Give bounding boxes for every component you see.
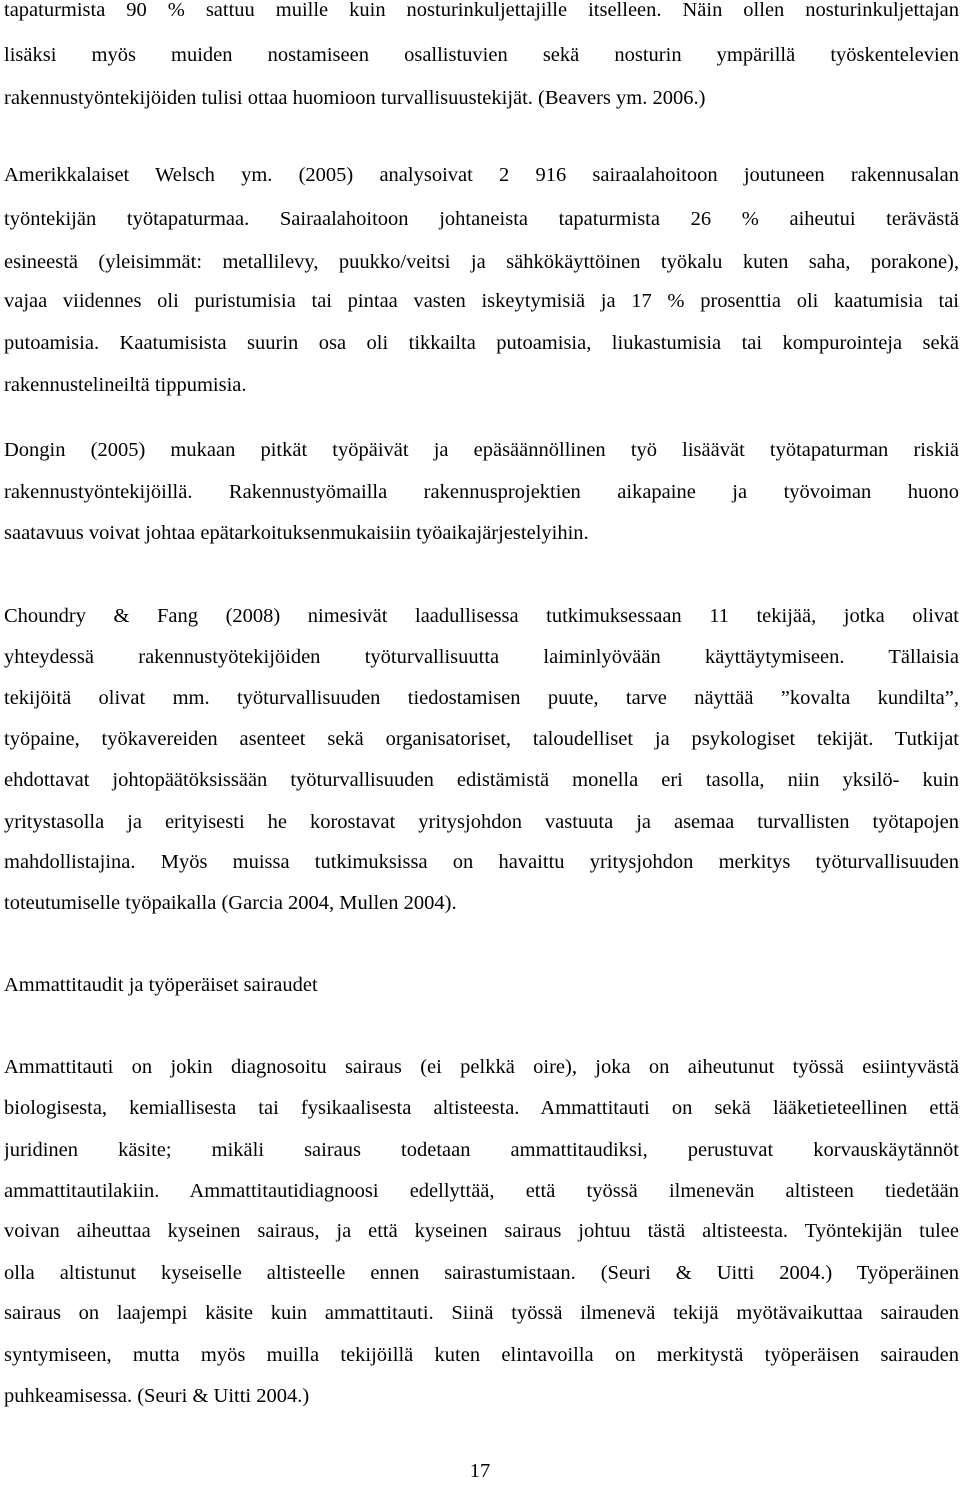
text-line: syntymiseen, mutta myös muilla tekijöillä kuten elintavoilla on merkitystä työperäisen sairauden — [4, 1344, 959, 1366]
text-line: tapaturmista 90 % sattuu muille kuin nosturinkuljettajille itselleen. Näin ollen nosturinkuljettajan — [4, 0, 959, 21]
text-line: vajaa viidennes oli puristumisia tai pintaa vasten iskeytymisiä ja 17 % prosenttia oli kaatumisia tai — [4, 290, 959, 312]
text-line: lisäksi myös muiden nostamiseen osallistuvien sekä nosturin ympärillä työskentelevien — [4, 44, 959, 66]
text-line: ehdottavat johtopäätöksissään työturvallisuuden edistämistä monella eri tasolla, niin yksilö- kuin — [4, 769, 959, 791]
text-line: Amerikkalaiset Welsch ym. (2005) analysoivat 2 916 sairaalahoitoon joutuneen rakennusalan — [4, 164, 959, 186]
text-line: esineestä (yleisimmät: metallilevy, puukko/veitsi ja sähkökäyttöinen työkalu kuten saha, porakone), — [4, 251, 959, 273]
text-line: sairaus on laajempi käsite kuin ammattitauti. Siinä työssä ilmenevä tekijä myötävaikuttaa sairauden — [4, 1302, 959, 1324]
text-line: rakennustyöntekijöiden tulisi ottaa huomioon turvallisuustekijät. (Beavers ym. 2006.) — [4, 87, 706, 109]
text-line: biologisesta, kemiallisesta tai fysikaalisesta altisteesta. Ammattitauti on sekä lääketieteellinen että — [4, 1097, 959, 1119]
text-line: työntekijän työtapaturmaa. Sairaalahoitoon johtaneista tapaturmista 26 % aiheutui terävästä — [4, 208, 959, 230]
text-line: olla altistunut kyseiselle altisteelle ennen sairastumistaan. (Seuri & Uitti 2004.) Työperäinen — [4, 1262, 959, 1284]
text-line: tekijöitä olivat mm. työturvallisuuden tiedostamisen puute, tarve näyttää ”kovalta kundilta”, — [4, 687, 959, 709]
text-line: yritystasolla ja erityisesti he korostavat yritysjohdon vastuuta ja asemaa turvallisten työtapojen — [4, 811, 959, 833]
text-line: puhkeamisessa. (Seuri & Uitti 2004.) — [4, 1385, 310, 1407]
text-line: Ammattitauti on jokin diagnosoitu sairaus (ei pelkkä oire), joka on aiheutunut työssä esiintyvästä — [4, 1056, 959, 1078]
text-line: mahdollistajina. Myös muissa tutkimuksissa on havaittu yritysjohdon merkitys työturvallisuuden — [4, 851, 959, 873]
text-line: juridinen käsite; mikäli sairaus todetaan ammattitaudiksi, perustuvat korvauskäytännöt — [4, 1139, 959, 1161]
text-line: saatavuus voivat johtaa epätarkoituksenmukaisiin työaikajärjestelyihin. — [4, 522, 589, 544]
text-line: toteutumiselle työpaikalla (Garcia 2004, Mullen 2004). — [4, 892, 457, 914]
text-line: ammattitautilakiin. Ammattitautidiagnoosi edellyttää, että työssä ilmenevän altisteen tiedetään — [4, 1180, 959, 1202]
text-line: voivan aiheuttaa kyseinen sairaus, ja että kyseinen sairaus johtuu tästä altisteesta. Työntekijän tulee — [4, 1220, 959, 1242]
text-line: putoamisia. Kaatumisista suurin osa oli tikkailta putoamisia, liukastumisia tai kompurointeja sekä — [4, 332, 959, 354]
text-line: yhteydessä rakennustyötekijöiden työturvallisuutta laiminlyövään käyttäytymiseen. Tällaisia — [4, 646, 959, 668]
page-number: 17 — [469, 1460, 491, 1482]
section-heading: Ammattitaudit ja työperäiset sairaudet — [4, 974, 318, 996]
text-line: rakennustelineiltä tippumisia. — [4, 374, 247, 396]
text-line: työpaine, työkavereiden asenteet sekä organisatoriset, taloudelliset ja psykologiset tekijät. Tutkijat — [4, 728, 959, 750]
text-line: Dongin (2005) mukaan pitkät työpäivät ja epäsäännöllinen työ lisäävät työtapaturman riskiä — [4, 439, 959, 461]
text-line: Choundry & Fang (2008) nimesivät laadullisessa tutkimuksessaan 11 tekijää, jotka olivat — [4, 605, 959, 627]
text-line: rakennustyöntekijöillä. Rakennustyömailla rakennusprojektien aikapaine ja työvoiman huono — [4, 481, 959, 503]
